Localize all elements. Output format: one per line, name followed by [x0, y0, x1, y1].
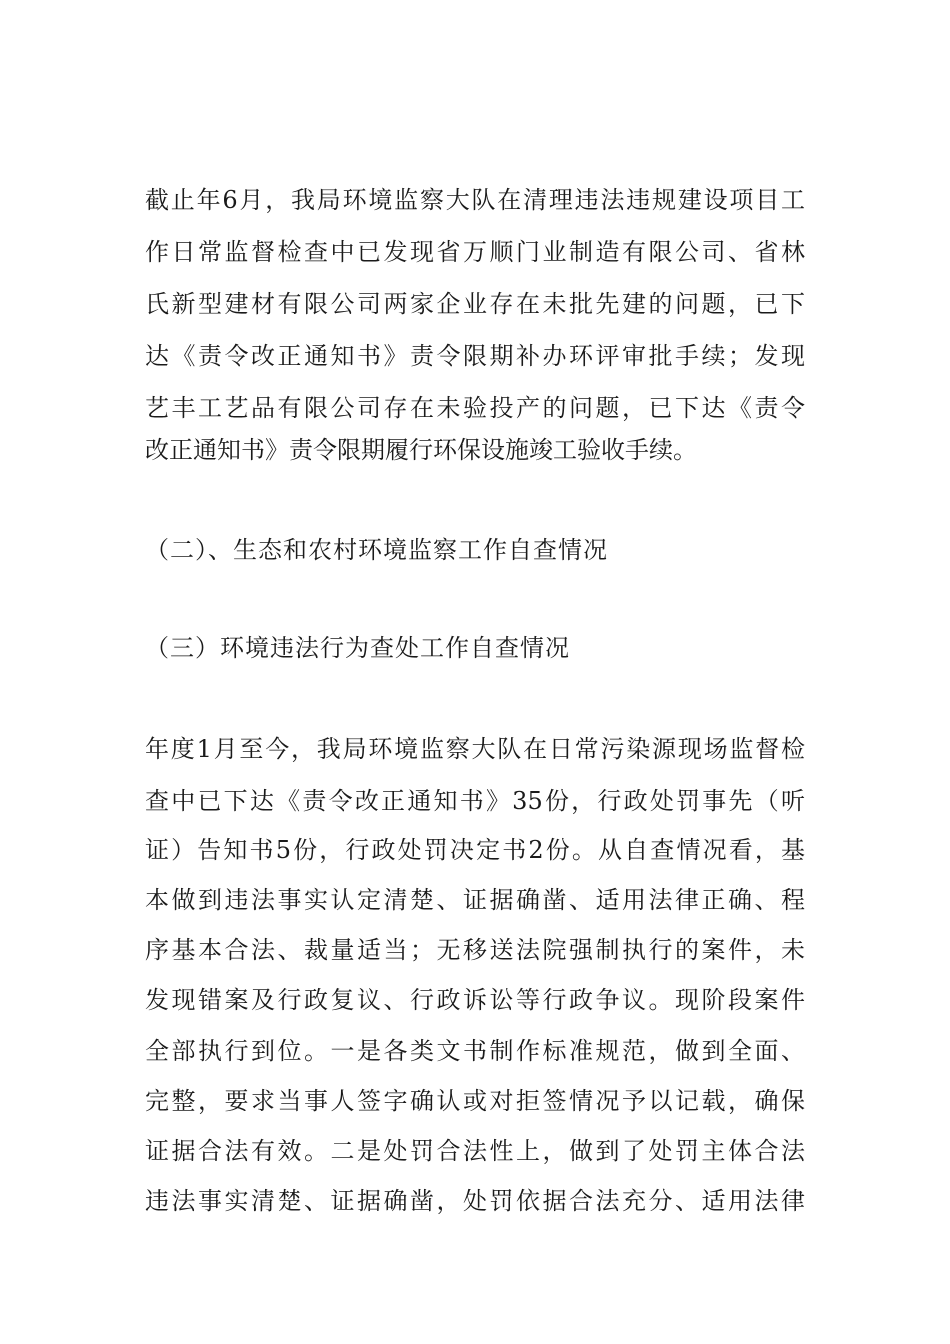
paragraph2-line-5: 序基本合法、裁量适当；无移送法院强制执行的案件，未 — [145, 936, 805, 964]
paragraph2-line-7: 全部执行到位。一是各类文书制作标准规范，做到全面、 — [145, 1037, 805, 1065]
paragraph2-line-3: 证）告知书5份，行政处罚决定书2份。从自查情况看，基 — [145, 836, 805, 864]
paragraph2-line-2: 查中已下达《责令改正通知书》35份，行政处罚事先（听 — [145, 787, 805, 815]
section-heading-2: （二）、生态和农村环境监察工作自查情况 — [145, 536, 608, 564]
paragraph1-line-2: 作日常监督检查中已发现省万顺门业制造有限公司、省林 — [145, 238, 805, 266]
paragraph1-line-3: 氏新型建材有限公司两家企业存在未批先建的问题，已下 — [145, 290, 805, 318]
paragraph2-line-1: 年度1月至今，我局环境监察大队在日常污染源现场监督检 — [145, 735, 805, 763]
paragraph2-line-6: 发现错案及行政复议、行政诉讼等行政争议。现阶段案件 — [145, 986, 805, 1014]
paragraph1-line-6: 改正通知书》责令限期履行环保设施竣工验收手续。 — [145, 436, 697, 464]
paragraph2-line-8: 完整，要求当事人签字确认或对拒签情况予以记载，确保 — [145, 1087, 805, 1115]
paragraph1-line-4: 达《责令改正通知书》责令限期补办环评审批手续；发现 — [145, 342, 805, 370]
paragraph2-line-4: 本做到违法事实认定清楚、证据确凿、适用法律正确、程 — [145, 886, 805, 914]
section-heading-3: （三）环境违法行为查处工作自查情况 — [145, 634, 570, 662]
paragraph2-line-10: 违法事实清楚、证据确凿，处罚依据合法充分、适用法律 — [145, 1187, 805, 1215]
paragraph1-line-5: 艺丰工艺品有限公司存在未验投产的问题，已下达《责令 — [145, 394, 805, 422]
paragraph1-line-1: 截止年6月，我局环境监察大队在清理违法违规建设项目工 — [145, 186, 805, 214]
paragraph2-line-9: 证据合法有效。二是处罚合法性上，做到了处罚主体合法 — [145, 1137, 805, 1165]
